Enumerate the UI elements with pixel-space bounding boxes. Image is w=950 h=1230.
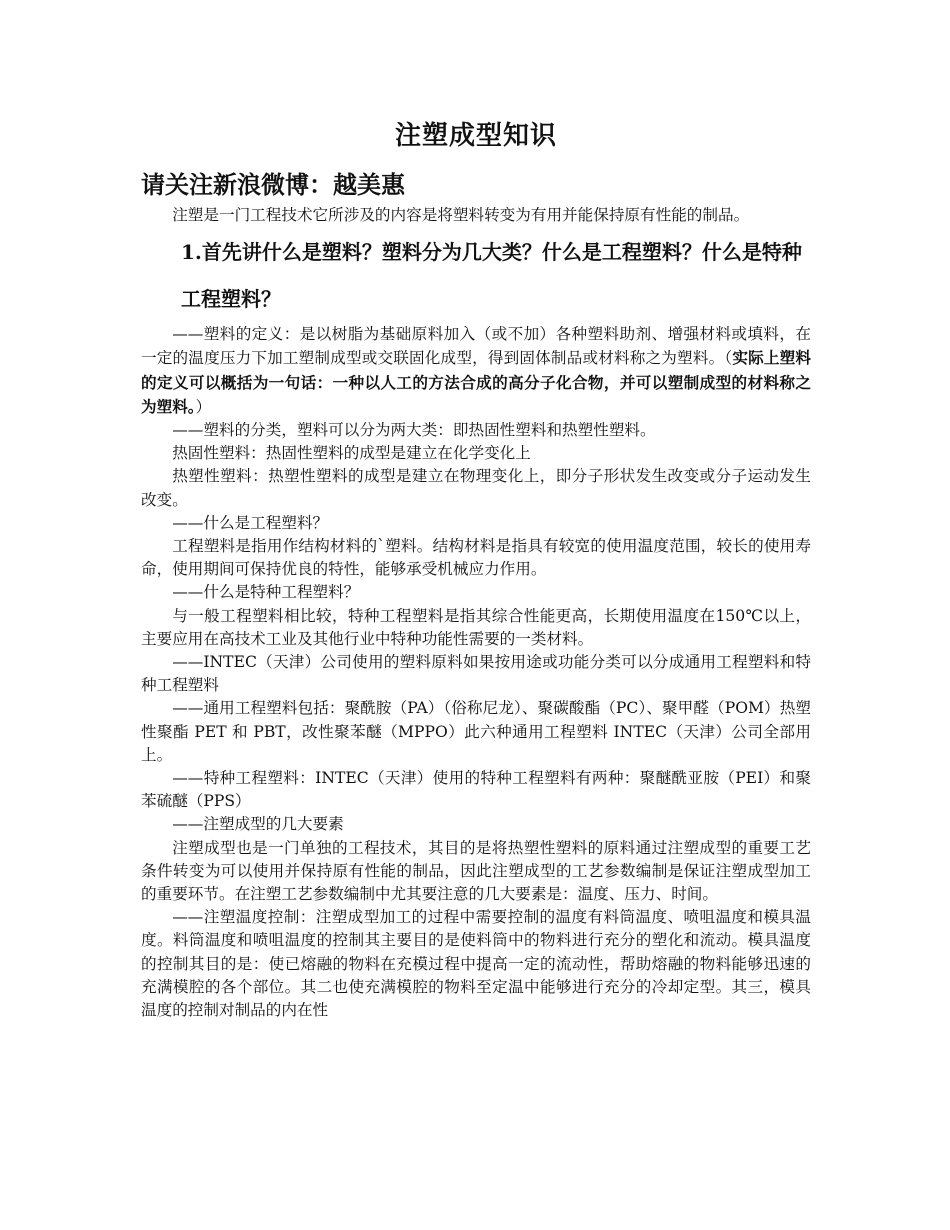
intro-paragraph: 注塑是一门工程技术它所涉及的内容是将塑料转变为有用并能保持原有性能的制品。 [172, 206, 750, 224]
definition-bold-summary: 实际上塑料的定义可以概括为一句话：一种以人工的方法合成的高分子化合物，并可以塑制成型的材料称之为塑料。 [141, 348, 811, 416]
section-heading-1: 1.首先讲什么是塑料？塑料分为几大类？什么是工程塑料？什么是特种工程塑料？ [181, 240, 802, 312]
document-page [141, 118, 811, 1022]
classification-paragraph: ——塑料的分类，塑料可以分为两大类：即热固性塑料和热塑性塑料。 [172, 421, 656, 440]
engineering-plastic-question: ——什么是工程塑料？ [172, 513, 329, 532]
temperature-control-paragraph: ——注塑温度控制：注塑成型加工的过程中需要控制的温度有料筒温度、喷咀温度和模具温度。料筒温度和喷咀温度的控制其主要目的是使料筒中的物料进行充分的塑化和流动。模具温度的控制其目的是：使已熔融的物料在充模过程中提高一定的流动性，帮助熔融的物料能够迅速的充满模腔的各个部位。其二也使充满模腔的物料至定温中能够进行充分的冷却定型。其三，模具温度的控制对制品的内在性 [141, 908, 811, 1020]
molding-elements-paragraph: 注塑成型也是一门单独的工程技术，其目的是将热塑性塑料的原料通过注塑成型的重要工艺条件转变为可以使用并保持原有性能的制品，因此注塑成型的工艺参数编制是保证注塑成型加工的重要环节。在注塑工艺参数编制中尤其要注意的几大要素是：温度、压力、时间。 [141, 838, 811, 904]
document-title: 注塑成型知识 [394, 121, 557, 151]
general-plastics-paragraph: ——通用工程塑料包括：聚酰胺（PA）（俗称尼龙）、聚碳酸酯（PC）、聚甲醛（POM）热塑性聚酯 PET 和 PBT，改性聚苯醚（MPPO）此六种通用工程塑料 INTEC（天津）公司全部用上。 [141, 699, 811, 764]
intec-classification-paragraph: ——INTEC（天津）公司使用的塑料原料如果按用途或功能分类可以分成通用工程塑料和特种工程塑料 [141, 653, 811, 695]
special-plastics-intec-paragraph: ——特种工程塑料：INTEC（天津）使用的特种工程塑料有两种：聚醚酰亚胺（PEI）和聚苯硫醚（PPS） [141, 769, 811, 811]
thermoplastic-paragraph: 热塑性塑料：热塑性塑料的成型是建立在物理变化上，即分子形状发生改变或分子运动发生改变。 [141, 467, 811, 509]
thermoset-paragraph: 热固性塑料：热固性塑料的成型是建立在化学变化上 [172, 444, 531, 463]
definition-paragraph [141, 323, 811, 419]
molding-elements-heading: ——注塑成型的几大要素 [172, 815, 344, 834]
definition-text: ——塑料的定义：是以树脂为基础原料加入（或不加）各种塑料助剂、增强材料或填料，在一定的温度压力下加工塑制成型或交联固化成型，得到固体制品或材料称之为塑料。（ [141, 325, 811, 368]
engineering-plastic-paragraph: 工程塑料是指用作结构材料的`塑料。结构材料是指具有较宽的使用温度范围，较长的使用寿命，使用期间可保持优良的特性，能够承受机械应力作用。 [141, 537, 811, 579]
weibo-subtitle: 请关注新浪微博：越美惠 [141, 170, 405, 199]
special-plastic-question: ——什么是特种工程塑料？ [172, 583, 360, 602]
special-plastic-paragraph: 与一般工程塑料相比较，特种工程塑料是指其综合性能更高，长期使用温度在150℃以上，主要应用在高技术工业及其他行业中特种功能性需要的一类材料。 [141, 606, 811, 648]
definition-tail: ） [195, 397, 212, 416]
